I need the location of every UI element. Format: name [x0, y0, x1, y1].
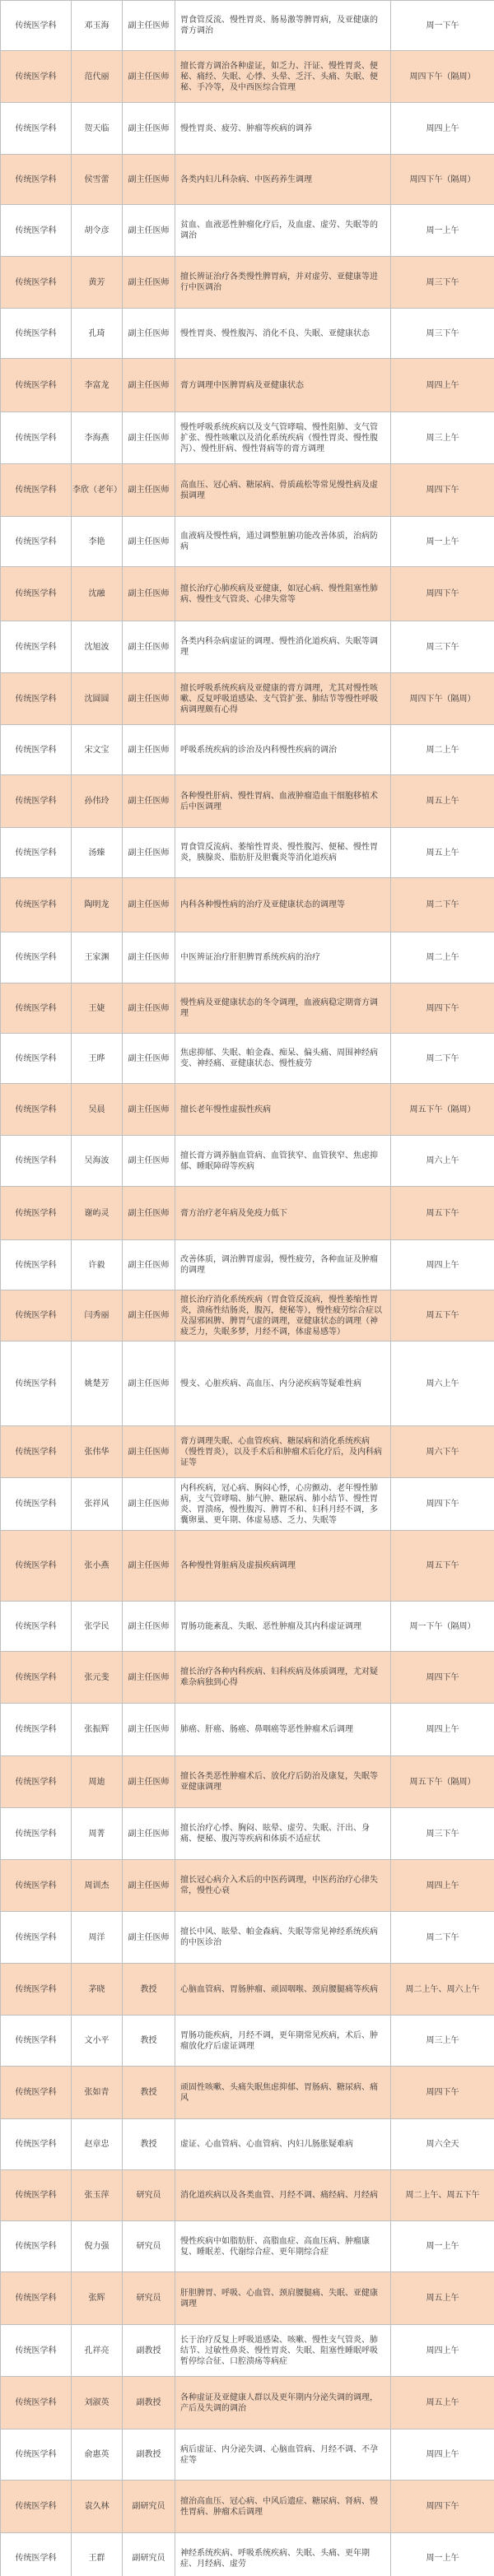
- clinic-time-cell: 周二下午: [391, 878, 494, 932]
- department-cell: 传统医学科: [1, 1704, 72, 1756]
- doctor-name-cell: 王晔: [72, 1034, 123, 1084]
- table-row: [1, 2119, 494, 2170]
- doctor-name-cell: 孔祥亮: [72, 2325, 123, 2377]
- doctor-title-cell: 副主任医师: [123, 1, 175, 51]
- department-cell: 传统医学科: [1, 2377, 72, 2430]
- clinic-time-cell: 周三下午: [391, 1808, 494, 1860]
- clinic-time-cell: 周二上午: [391, 725, 494, 775]
- table-row: [1, 155, 494, 205]
- specialty-cell: 慢支、心脏疾病、高血压、内分泌疾病等疑难性病: [175, 1341, 391, 1426]
- table-row: [1, 1808, 494, 1860]
- clinic-time-cell: 周五下午: [391, 1290, 494, 1341]
- department-cell: 传统医学科: [1, 517, 72, 567]
- table-row: [1, 2533, 494, 2576]
- doctor-title-cell: 教授: [123, 1964, 175, 2016]
- doctor-title-cell: 副主任医师: [123, 1602, 175, 1652]
- doctor-name-cell: 宋文宝: [72, 725, 123, 775]
- table-row: [1, 2221, 494, 2272]
- table-row: [1, 1290, 494, 1341]
- table-row: [1, 828, 494, 878]
- doctor-name-cell: 张振辉: [72, 1704, 123, 1756]
- doctor-title-cell: 副主任医师: [123, 1808, 175, 1860]
- clinic-time-cell: 周三下午: [391, 621, 494, 673]
- table-row: [1, 1652, 494, 1704]
- doctor-name-cell: 文小平: [72, 2016, 123, 2067]
- doctor-name-cell: 姚楚芳: [72, 1341, 123, 1426]
- doctor-name-cell: 吴海波: [72, 1136, 123, 1187]
- department-cell: 传统医学科: [1, 1478, 72, 1531]
- specialty-cell: 肺癌、肝癌、肠癌、鼻咽癌等恶性肿瘤术后调理: [175, 1704, 391, 1756]
- doctor-name-cell: 李富龙: [72, 359, 123, 412]
- doctor-title-cell: 副主任医师: [123, 1290, 175, 1341]
- specialty-cell: 内科各种慢性病的治疗及亚健康状态的调理等: [175, 878, 391, 932]
- doctor-title-cell: 副主任医师: [123, 155, 175, 205]
- doctor-title-cell: 研究员: [123, 2272, 175, 2325]
- specialty-cell: 擅长治疗各种内科疾病、妇科疾病及体质调理，尤对疑难杂病独到心得: [175, 1652, 391, 1704]
- doctor-title-cell: 副主任医师: [123, 1136, 175, 1187]
- doctor-title-cell: 副主任医师: [123, 1756, 175, 1808]
- clinic-time-cell: 周一上午: [391, 2533, 494, 2576]
- specialty-cell: 各种慢性肝病、慢性胃病、血液肿瘤造血干细胞移植术后中医调理: [175, 775, 391, 828]
- table-row: [1, 1531, 494, 1602]
- clinic-time-cell: 周五下午: [391, 1187, 494, 1240]
- clinic-time-cell: 周五上午: [391, 2272, 494, 2325]
- specialty-cell: 擅长辨证治疗各类慢性脾胃病，并对虚劳、亚健康等进行中医调治: [175, 257, 391, 309]
- doctor-title-cell: 副主任医师: [123, 1034, 175, 1084]
- doctor-name-cell: 谢屿灵: [72, 1187, 123, 1240]
- doctor-name-cell: 倪力强: [72, 2221, 123, 2272]
- table-row: [1, 51, 494, 103]
- department-cell: 传统医学科: [1, 1290, 72, 1341]
- doctor-title-cell: 副主任医师: [123, 412, 175, 464]
- department-cell: 传统医学科: [1, 1912, 72, 1964]
- specialty-cell: 焦虑抑郁、失眠、帕金森、痴呆、偏头痛、周围神经病变、神经痛、亚健康状态、慢性疲劳: [175, 1034, 391, 1084]
- table-row: [1, 103, 494, 155]
- table-row: [1, 2481, 494, 2533]
- clinic-time-cell: 周二下午: [391, 1912, 494, 1964]
- doctor-name-cell: 张祥风: [72, 1478, 123, 1531]
- specialty-cell: 擅长老年慢性虚损性疾病: [175, 1084, 391, 1136]
- department-cell: 传统医学科: [1, 673, 72, 725]
- doctor-name-cell: 茅晓: [72, 1964, 123, 2016]
- specialty-cell: 内科疾病，冠心病、胸闷心悸，心房颤动、老年慢性肺病，支气管哮喘、肺气肿、糖尿病、肺小结节、慢性胃炎、胃溃疡，慢性腹泻、脾胃不和、妇科月经不调，多囊卵巢、更年期、体虚易感、乏力、失眠等: [175, 1478, 391, 1531]
- department-cell: 传统医学科: [1, 1860, 72, 1912]
- department-cell: 传统医学科: [1, 1187, 72, 1240]
- doctor-title-cell: 副主任医师: [123, 1084, 175, 1136]
- specialty-cell: 高血压、冠心病、糖尿病、骨质疏松等常见慢性病及虚损调理: [175, 464, 391, 517]
- clinic-time-cell: 周四下午: [391, 1652, 494, 1704]
- doctor-name-cell: 孙伟玲: [72, 775, 123, 828]
- specialty-cell: 擅长呼吸系统疾病及亚健康的膏方调理，尤其对慢性咳嗽、反复呼吸道感染、支气管扩张、肺结节等慢性呼吸病调理颇有心得: [175, 673, 391, 725]
- department-cell: 传统医学科: [1, 2119, 72, 2170]
- clinic-time-cell: 周二下午: [391, 1034, 494, 1084]
- doctor-title-cell: 副主任医师: [123, 1240, 175, 1290]
- department-cell: 传统医学科: [1, 621, 72, 673]
- specialty-cell: 血液病及慢性病，通过调整脏腑功能改善体质，治病防病: [175, 517, 391, 567]
- doctor-title-cell: 副主任医师: [123, 51, 175, 103]
- department-cell: 传统医学科: [1, 103, 72, 155]
- doctor-name-cell: 赵章忠: [72, 2119, 123, 2170]
- table-row: [1, 621, 494, 673]
- doctor-name-cell: 侯雪蕾: [72, 155, 123, 205]
- table-row: [1, 1756, 494, 1808]
- specialty-cell: 虚证、心血管病、心血管病、内妇儿肠胀疑难病: [175, 2119, 391, 2170]
- specialty-cell: 各种慢性肾脏病及虚损疾病调理: [175, 1531, 391, 1602]
- department-cell: 传统医学科: [1, 2170, 72, 2221]
- clinic-time-cell: 周二上午、周五下午: [391, 2170, 494, 2221]
- clinic-time-cell: 周四下午: [391, 1478, 494, 1531]
- clinic-time-cell: 周四上午: [391, 2325, 494, 2377]
- table-row: [1, 1602, 494, 1652]
- department-cell: 传统医学科: [1, 2016, 72, 2067]
- specialty-cell: 慢性病及亚健康状态的冬令调理，血液病稳定期膏方调理: [175, 983, 391, 1034]
- doctor-title-cell: 副主任医师: [123, 1426, 175, 1478]
- specialty-cell: 擅长膏方调养脑血管病、血管狭窄、血管狭窄、焦虑抑郁、睡眠障碍等疾病: [175, 1136, 391, 1187]
- clinic-time-cell: 周四下午: [391, 983, 494, 1034]
- specialty-cell: 胃肠功能疾病，月经不调，更年期常见疾病，术后、肿瘤放化疗后虚证调理: [175, 2016, 391, 2067]
- department-cell: 传统医学科: [1, 932, 72, 983]
- department-cell: 传统医学科: [1, 1240, 72, 1290]
- department-cell: 传统医学科: [1, 257, 72, 309]
- clinic-time-cell: 周五下午（隔周）: [391, 1084, 494, 1136]
- department-cell: 传统医学科: [1, 2221, 72, 2272]
- department-cell: 传统医学科: [1, 1034, 72, 1084]
- specialty-cell: 慢性疾病中如脂肪肝、高脂血症、高血压病、肿瘤康复、睡眠差、代谢综合症、更年期综合症: [175, 2221, 391, 2272]
- department-cell: 传统医学科: [1, 775, 72, 828]
- doctor-title-cell: 副主任医师: [123, 103, 175, 155]
- doctor-title-cell: 副主任医师: [123, 517, 175, 567]
- specialty-cell: 消化道疾病以及各类血管、月经不调、痛经病、月经病: [175, 2170, 391, 2221]
- doctor-name-cell: 张学民: [72, 1602, 123, 1652]
- clinic-time-cell: 周一上午: [391, 205, 494, 257]
- doctor-name-cell: 闫秀丽: [72, 1290, 123, 1341]
- doctor-title-cell: 副研究员: [123, 2481, 175, 2533]
- doctor-name-cell: 袁久林: [72, 2481, 123, 2533]
- doctor-name-cell: 邓玉海: [72, 1, 123, 51]
- doctor-name-cell: 沈融: [72, 567, 123, 621]
- table-row: [1, 2016, 494, 2067]
- clinic-time-cell: 周三上午: [391, 2016, 494, 2067]
- doctor-title-cell: 副主任医师: [123, 257, 175, 309]
- clinic-time-cell: 周六上午: [391, 1136, 494, 1187]
- doctor-title-cell: 副主任医师: [123, 1652, 175, 1704]
- doctor-title-cell: 副研究员: [123, 2533, 175, 2576]
- table-row: [1, 1964, 494, 2016]
- doctor-name-cell: 张玉萍: [72, 2170, 123, 2221]
- department-cell: 传统医学科: [1, 2272, 72, 2325]
- specialty-cell: 各类内科杂病虚证的调理、慢性消化道疾病、失眠等调理: [175, 621, 391, 673]
- doctor-title-cell: 副教授: [123, 2325, 175, 2377]
- doctor-name-cell: 李欣（老年）: [72, 464, 123, 517]
- clinic-time-cell: 周五下午: [391, 1531, 494, 1602]
- department-cell: 传统医学科: [1, 51, 72, 103]
- clinic-time-cell: 周五上午: [391, 775, 494, 828]
- specialty-cell: 擅长治疗消化系统疾病（胃食管反流病，慢性萎缩性胃炎，溃疡性结肠炎，腹泻，便秘等），慢性疲劳综合症以及湿邪困脾、脾胃气虚的调理，亚健康状态的调理（神疲乏力，失眠多梦，月经不调，体虚易感等）: [175, 1290, 391, 1341]
- clinic-time-cell: 周六全天: [391, 2119, 494, 2170]
- doctor-name-cell: 黄芳: [72, 257, 123, 309]
- doctor-name-cell: 张伟华: [72, 1426, 123, 1478]
- doctor-name-cell: 俞惠英: [72, 2430, 123, 2481]
- table-row: [1, 1426, 494, 1478]
- specialty-cell: 慢性胃炎、慢性腹泻、消化不良、失眠、亚健康状态: [175, 309, 391, 359]
- department-cell: 传统医学科: [1, 878, 72, 932]
- department-cell: 传统医学科: [1, 1756, 72, 1808]
- doctor-name-cell: 许毅: [72, 1240, 123, 1290]
- department-cell: 传统医学科: [1, 2067, 72, 2119]
- table-row: [1, 673, 494, 725]
- department-cell: 传统医学科: [1, 412, 72, 464]
- specialty-cell: 擅长中风、眩晕、帕金森病、失眠等常见神经系统疾病的中医诊治: [175, 1912, 391, 1964]
- table-row: [1, 1136, 494, 1187]
- doctor-title-cell: 副主任医师: [123, 567, 175, 621]
- doctor-name-cell: 王婕: [72, 983, 123, 1034]
- doctor-title-cell: 副主任医师: [123, 309, 175, 359]
- doctor-title-cell: 副主任医师: [123, 878, 175, 932]
- specialty-cell: 心脑血管病、胃肠肿瘤、顽固咽喉、颈肩腰腿痛等疾病: [175, 1964, 391, 2016]
- table-row: [1, 1, 494, 51]
- specialty-cell: 擅治高血压、冠心病、中风后遗症、糖尿病、肾病、慢性胃病、肿瘤术后调理: [175, 2481, 391, 2533]
- doctor-name-cell: 胡令彦: [72, 205, 123, 257]
- clinic-time-cell: 周四上午: [391, 2430, 494, 2481]
- doctor-name-cell: 汤臻: [72, 828, 123, 878]
- department-cell: 传统医学科: [1, 309, 72, 359]
- clinic-time-cell: 周六上午: [391, 1341, 494, 1426]
- department-cell: 传统医学科: [1, 2533, 72, 2576]
- table-row: [1, 2377, 494, 2430]
- department-cell: 传统医学科: [1, 1426, 72, 1478]
- table-row: [1, 1341, 494, 1426]
- department-cell: 传统医学科: [1, 725, 72, 775]
- department-cell: 传统医学科: [1, 1602, 72, 1652]
- table-row: [1, 2067, 494, 2119]
- doctor-name-cell: 张如青: [72, 2067, 123, 2119]
- doctor-name-cell: 刘淑英: [72, 2377, 123, 2430]
- department-cell: 传统医学科: [1, 1531, 72, 1602]
- specialty-cell: 各种虚证及亚健康人群以及更年期内分泌失调的调理，产后及失调的调治: [175, 2377, 391, 2430]
- department-cell: 传统医学科: [1, 567, 72, 621]
- clinic-time-cell: 周四上午: [391, 103, 494, 155]
- specialty-cell: 膏方治疗老年病及免疫力低下: [175, 1187, 391, 1240]
- specialty-cell: 长于治疗反复上呼吸道感染、咳嗽、慢性支气管炎、肺结节、过敏性鼻炎、慢性胃炎、失眠、阻塞性睡眠呼吸暂停综合征、口腔溃疡等病症: [175, 2325, 391, 2377]
- doctor-name-cell: 贺天临: [72, 103, 123, 155]
- doctor-name-cell: 周洋: [72, 1912, 123, 1964]
- doctor-title-cell: 研究员: [123, 2170, 175, 2221]
- specialty-cell: 顽固性咳嗽、头痛失眠焦虑抑郁、胃肠病、糖尿病、痛风: [175, 2067, 391, 2119]
- doctor-title-cell: 副主任医师: [123, 1704, 175, 1756]
- doctor-name-cell: 王家渊: [72, 932, 123, 983]
- doctor-title-cell: 副主任医师: [123, 464, 175, 517]
- specialty-cell: 胃肠功能紊乱、失眠、恶性肿瘤及其内科虚证调理: [175, 1602, 391, 1652]
- doctor-name-cell: 李海燕: [72, 412, 123, 464]
- doctor-name-cell: 张元斐: [72, 1652, 123, 1704]
- doctor-title-cell: 教授: [123, 2067, 175, 2119]
- table-row: [1, 1240, 494, 1290]
- doctor-name-cell: 沈旭波: [72, 621, 123, 673]
- doctor-title-cell: 副主任医师: [123, 932, 175, 983]
- clinic-time-cell: 周五下午（隔周）: [391, 1756, 494, 1808]
- doctor-title-cell: 研究员: [123, 2221, 175, 2272]
- clinic-time-cell: 周四下午: [391, 2481, 494, 2533]
- doctor-name-cell: 吴晨: [72, 1084, 123, 1136]
- specialty-cell: 胃食管反流、慢性胃炎、肠易激等脾胃病，及亚健康的膏方调治: [175, 1, 391, 51]
- specialty-cell: 中医辨证治疗肝胆脾胃系统疾病的治疗: [175, 932, 391, 983]
- department-cell: 传统医学科: [1, 1, 72, 51]
- clinic-time-cell: 周三下午: [391, 257, 494, 309]
- doctor-title-cell: 副主任医师: [123, 725, 175, 775]
- table-row: [1, 932, 494, 983]
- clinic-time-cell: 周五上午: [391, 2377, 494, 2430]
- table-row: [1, 1478, 494, 1531]
- clinic-time-cell: 周一上午: [391, 2221, 494, 2272]
- doctor-title-cell: 副教授: [123, 2430, 175, 2481]
- department-cell: 传统医学科: [1, 359, 72, 412]
- table-row: [1, 309, 494, 359]
- clinic-time-cell: 周五上午: [391, 828, 494, 878]
- department-cell: 传统医学科: [1, 1808, 72, 1860]
- table-row: [1, 567, 494, 621]
- specialty-cell: 膏方调理中医脾胃病及亚健康状态: [175, 359, 391, 412]
- table-row: [1, 725, 494, 775]
- doctor-title-cell: 副主任医师: [123, 359, 175, 412]
- table-row: [1, 257, 494, 309]
- doctor-name-cell: 王群: [72, 2533, 123, 2576]
- clinic-time-cell: 周二上午、周六上午: [391, 1964, 494, 2016]
- doctor-name-cell: 李艳: [72, 517, 123, 567]
- schedule-body: [1, 1, 494, 2576]
- doctor-title-cell: 教授: [123, 2119, 175, 2170]
- department-cell: 传统医学科: [1, 2481, 72, 2533]
- doctor-title-cell: 副主任医师: [123, 775, 175, 828]
- department-cell: 传统医学科: [1, 2325, 72, 2377]
- department-cell: 传统医学科: [1, 2430, 72, 2481]
- doctor-title-cell: 副主任医师: [123, 983, 175, 1034]
- clinic-time-cell: 周四上午: [391, 1240, 494, 1290]
- doctor-name-cell: 孔琦: [72, 309, 123, 359]
- table-row: [1, 1084, 494, 1136]
- table-row: [1, 205, 494, 257]
- specialty-cell: 慢性胃炎、疲劳、肿瘤等疾病的调养: [175, 103, 391, 155]
- doctor-title-cell: 副主任医师: [123, 673, 175, 725]
- specialty-cell: 贫血、血液恶性肿瘤化疗后，及血虚、虚劳、失眠等的调治: [175, 205, 391, 257]
- table-row: [1, 1704, 494, 1756]
- department-cell: 传统医学科: [1, 1964, 72, 2016]
- table-row: [1, 878, 494, 932]
- clinic-time-cell: 周四下午（隔周）: [391, 155, 494, 205]
- department-cell: 传统医学科: [1, 1652, 72, 1704]
- table-row: [1, 1034, 494, 1084]
- clinic-time-cell: 周一上午: [391, 517, 494, 567]
- clinic-time-cell: 周四上午: [391, 359, 494, 412]
- doctor-name-cell: 周迪: [72, 1756, 123, 1808]
- department-cell: 传统医学科: [1, 1084, 72, 1136]
- table-row: [1, 1912, 494, 1964]
- doctor-name-cell: 张小燕: [72, 1531, 123, 1602]
- specialty-cell: 擅长冠心病介入术后的中医药调理，中医药治疗心律失常，慢性心衰: [175, 1860, 391, 1912]
- doctor-title-cell: 副主任医师: [123, 1341, 175, 1426]
- doctor-title-cell: 副主任医师: [123, 828, 175, 878]
- specialty-cell: 胃食管反流病、萎缩性胃炎、慢性腹泻、便秘、慢性胃炎，胰腺炎、脂肪肝及胆囊炎等消化道疾病: [175, 828, 391, 878]
- table-row: [1, 775, 494, 828]
- clinic-time-cell: 周一下午: [391, 1, 494, 51]
- table-row: [1, 2272, 494, 2325]
- specialty-cell: 膏方调理失眠、心血管疾病、糖尿病和消化系统疾病（慢性胃炎），以及手术后和肿瘤术后化疗后，及内科病证等: [175, 1426, 391, 1478]
- table-row: [1, 412, 494, 464]
- clinic-time-cell: 周四下午: [391, 464, 494, 517]
- department-cell: 传统医学科: [1, 828, 72, 878]
- table-row: [1, 1187, 494, 1240]
- department-cell: 传统医学科: [1, 464, 72, 517]
- specialty-cell: 病后虚证、内分泌失调、心脑血管病、月经不调、不孕症等: [175, 2430, 391, 2481]
- department-cell: 传统医学科: [1, 155, 72, 205]
- specialty-cell: 擅长治疗心肺疾病及亚健康，如冠心病、慢性阻塞性肺病、慢性支气管炎、心律失常等: [175, 567, 391, 621]
- clinic-time-cell: 周四下午（隔周）: [391, 51, 494, 103]
- clinic-time-cell: 周一下午（隔周）: [391, 1602, 494, 1652]
- doctor-title-cell: 副主任医师: [123, 1478, 175, 1531]
- doctor-title-cell: 副教授: [123, 2377, 175, 2430]
- specialty-cell: 擅长膏方调治各种虚证，如乏力、汗证、慢性胃炎、便秘、痛经、失眠、心悸、头晕、乏汗、头痛、失眠、便秘、手冷等，及中西医综合管理: [175, 51, 391, 103]
- doctor-title-cell: 教授: [123, 2016, 175, 2067]
- doctor-title-cell: 副主任医师: [123, 1912, 175, 1964]
- table-row: [1, 517, 494, 567]
- doctor-title-cell: 副主任医师: [123, 1531, 175, 1602]
- doctor-name-cell: 张辉: [72, 2272, 123, 2325]
- specialty-cell: 呼吸系统疾病的诊治及内科慢性疾病的调治: [175, 725, 391, 775]
- clinic-time-cell: 周四上午: [391, 1704, 494, 1756]
- doctor-name-cell: 陶明龙: [72, 878, 123, 932]
- department-cell: 传统医学科: [1, 205, 72, 257]
- specialty-cell: 擅长各类恶性肿瘤术后、放化疗后防治及康复，失眠等亚健康调理: [175, 1756, 391, 1808]
- specialty-cell: 各类内妇儿科杂病、中医药养生调理: [175, 155, 391, 205]
- clinic-time-cell: 周四下午: [391, 567, 494, 621]
- specialty-cell: 神经系统疾病、呼吸系统疾病、失眠、头痛、更年期症、月经病、虚劳: [175, 2533, 391, 2576]
- clinic-time-cell: 周四下午（隔周）: [391, 673, 494, 725]
- department-cell: 传统医学科: [1, 1136, 72, 1187]
- table-row: [1, 1860, 494, 1912]
- doctor-name-cell: 范代丽: [72, 51, 123, 103]
- specialty-cell: 改善体质，调治脾胃虚弱，慢性疲劳，各种血证及肿瘤的调理: [175, 1240, 391, 1290]
- doctor-title-cell: 副主任医师: [123, 1187, 175, 1240]
- clinic-time-cell: 周四下午: [391, 2067, 494, 2119]
- clinic-time-cell: 周六下午: [391, 1426, 494, 1478]
- specialty-cell: 肝胆脾胃、呼吸、心血管、颈肩腰腿痛、失眠、亚健康调理: [175, 2272, 391, 2325]
- table-row: [1, 983, 494, 1034]
- doctor-title-cell: 副主任医师: [123, 1860, 175, 1912]
- clinic-time-cell: 周四上午: [391, 1860, 494, 1912]
- doctor-name-cell: 周菁: [72, 1808, 123, 1860]
- clinic-time-cell: 周三下午: [391, 309, 494, 359]
- table-row: [1, 2170, 494, 2221]
- doctor-title-cell: 副主任医师: [123, 205, 175, 257]
- table-row: [1, 464, 494, 517]
- doctor-name-cell: 沈圆圆: [72, 673, 123, 725]
- doctor-title-cell: 副主任医师: [123, 621, 175, 673]
- doctor-name-cell: 周训杰: [72, 1860, 123, 1912]
- table-row: [1, 2325, 494, 2377]
- department-cell: 传统医学科: [1, 1341, 72, 1426]
- table-row: [1, 2430, 494, 2481]
- department-cell: 传统医学科: [1, 983, 72, 1034]
- clinic-time-cell: 周三上午: [391, 412, 494, 464]
- clinic-time-cell: 周二上午: [391, 932, 494, 983]
- table-row: [1, 359, 494, 412]
- specialty-cell: 擅长治疗心悸、胸闷、眩晕、虚劳、失眠、汗出、身痛、便秘、腹泻等疾病和体质不适症状: [175, 1808, 391, 1860]
- specialty-cell: 慢性呼吸系统疾病以及支气管哮喘、慢性阻肺、支气管扩张、慢性咳嗽以及消化系统疾病（慢性胃炎、慢性腹泻）、慢性肝病、慢性肾病等的膏方调理: [175, 412, 391, 464]
